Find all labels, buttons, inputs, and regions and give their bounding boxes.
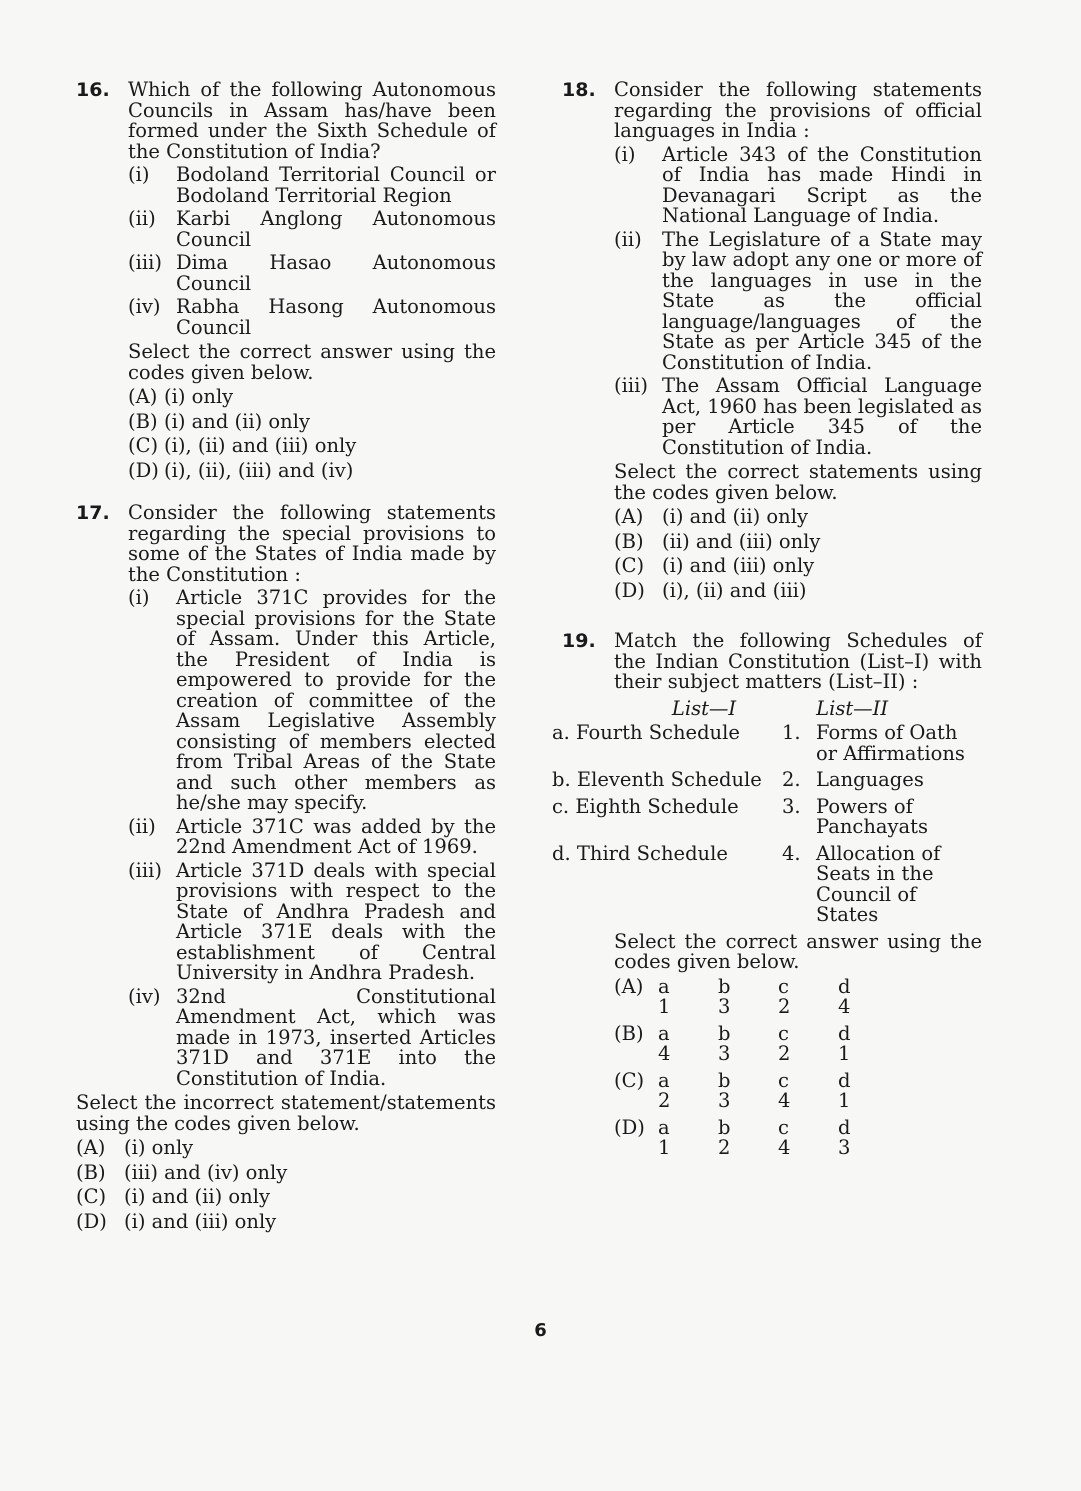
- code-head: b: [718, 1068, 731, 1092]
- right-column: [552, 78, 982, 1165]
- instruction: Select the correct answer using the codes given below.: [128, 340, 496, 384]
- statement-item: [614, 142, 982, 227]
- option-a[interactable]: [614, 974, 982, 1018]
- statement-label: (iii): [614, 374, 648, 397]
- statement-text: Dima Hasao Autonomous Council: [176, 251, 496, 295]
- instruction: Select the incorrect statement/statements using the codes given below.: [76, 1091, 496, 1135]
- statement-label: (ii): [128, 814, 156, 838]
- option-label: (B): [128, 409, 158, 433]
- statement-item: [128, 858, 496, 984]
- left-column: [76, 80, 496, 1236]
- code-head: d: [838, 1115, 851, 1139]
- option-list: [614, 507, 982, 601]
- list-1-item: d. Third Schedule: [552, 841, 728, 865]
- list-1-header: List—I: [671, 696, 737, 720]
- list-2-item: Allocation of Seats in the Council of States: [816, 841, 941, 926]
- option-c[interactable]: [614, 556, 982, 577]
- statement-label: (iv): [128, 984, 161, 1008]
- list-1-item: c. Eighth Schedule: [552, 794, 739, 818]
- option-text: (i), (ii) and (iii) only: [164, 434, 357, 457]
- statement-text: 32nd Constitutional Amendment Act, which was made in 1973, inserted Articles 371D and 371E into the Constitution of India.: [176, 984, 496, 1090]
- code-head: d: [838, 1068, 851, 1092]
- instruction: Select the correct answer using the codes given below.: [614, 929, 982, 973]
- option-label: (B): [76, 1160, 106, 1184]
- code-head: d: [838, 974, 851, 998]
- match-row: [552, 841, 982, 926]
- list-1-item: b. Eleventh Schedule: [552, 768, 762, 791]
- statement-text: Article 371D deals with special provisions with respect to the State of Andhra Pradesh and Article 371E deals with the establishment of Central University in Andhra Pradesh.: [176, 858, 496, 984]
- statement-text: Karbi Anglong Autonomous Council: [176, 207, 496, 251]
- code-value: 1: [838, 1042, 851, 1065]
- statement-list: [128, 165, 496, 338]
- code-head: c: [778, 1068, 789, 1092]
- statement-item: [614, 227, 982, 374]
- statement-item: [128, 165, 496, 206]
- option-label: (A): [614, 974, 644, 998]
- option-label: (B): [614, 529, 644, 553]
- question-number: 19.: [562, 630, 596, 652]
- option-d[interactable]: [614, 1115, 982, 1159]
- list-2-number: 4.: [782, 841, 801, 865]
- code-value: 3: [718, 1089, 731, 1112]
- statement-list: [614, 142, 982, 459]
- statement-item: [128, 588, 496, 814]
- code-head: a: [658, 974, 670, 998]
- option-d[interactable]: [614, 578, 982, 602]
- statement-item: [614, 376, 982, 458]
- match-row: [552, 794, 982, 838]
- question-stem: Match the following Schedules of the Indian Constitution (List–I) with their subject matters (List–II) :: [614, 629, 982, 693]
- statement-text: The Legislature of a State may by law adopt any one or more of the languages in use in the State as the official language/languages of the State as per Article 345 of the Constitution of India.: [662, 227, 982, 374]
- page-number: 6: [534, 1320, 547, 1341]
- list-1-item: a. Fourth Schedule: [552, 721, 740, 744]
- statement-label: (iii): [128, 858, 162, 882]
- code-head: d: [838, 1021, 851, 1045]
- option-c[interactable]: [76, 1187, 496, 1208]
- code-head: a: [658, 1115, 670, 1139]
- option-label: (D): [128, 458, 159, 482]
- option-c[interactable]: [614, 1068, 982, 1112]
- statement-label: (i): [128, 586, 150, 609]
- statement-item: [128, 297, 496, 338]
- option-label: (D): [76, 1209, 107, 1233]
- code-head: c: [778, 974, 789, 998]
- option-b[interactable]: [614, 529, 982, 553]
- statement-item: [128, 209, 496, 250]
- option-c[interactable]: [128, 436, 496, 457]
- question-stem: Consider the following statements regarding the special provisions to some of the States of India made by the Constitution :: [128, 501, 496, 586]
- option-text: (i) and (iii) only: [662, 554, 815, 577]
- code-value: 4: [778, 1136, 791, 1159]
- option-label: (D): [614, 578, 645, 602]
- code-head: c: [778, 1021, 789, 1045]
- option-b[interactable]: [128, 409, 496, 433]
- code-value: 1: [838, 1089, 851, 1112]
- option-label: (C): [76, 1185, 107, 1208]
- list-2-number: 2.: [782, 768, 801, 791]
- option-list: [76, 1138, 496, 1232]
- option-d[interactable]: [128, 458, 496, 482]
- code-value: 2: [658, 1089, 671, 1112]
- code-value: 3: [838, 1136, 851, 1159]
- statement-label: (i): [614, 142, 636, 166]
- option-text: (ii) and (iii) only: [662, 529, 821, 553]
- code-value: 1: [658, 995, 671, 1018]
- list-2-number: 1.: [782, 721, 801, 744]
- option-text: (i) only: [164, 385, 234, 408]
- option-label: (B): [614, 1021, 644, 1045]
- question-number: 18.: [562, 79, 596, 101]
- statement-text: Bodoland Territorial Council or Bodoland Territorial Region: [176, 163, 496, 207]
- option-label: (A): [128, 385, 158, 408]
- list-2-item: Languages: [816, 768, 924, 791]
- code-value: 4: [778, 1089, 791, 1112]
- match-row: [552, 770, 982, 791]
- option-label: (A): [76, 1136, 106, 1159]
- option-text: (i), (ii), (iii) and (iv): [164, 458, 354, 482]
- list-2-header: List—II: [816, 696, 889, 720]
- statement-text: The Assam Official Language Act, 1960 has been legislated as per Article 345 of the Constitution of India.: [662, 374, 982, 459]
- list-headers: [562, 696, 982, 720]
- statement-label: (ii): [614, 227, 642, 251]
- code-head: b: [718, 974, 731, 998]
- code-value: 3: [718, 995, 731, 1018]
- option-list: [128, 387, 496, 481]
- statement-label: (iv): [128, 295, 161, 318]
- option-label: (C): [614, 554, 645, 577]
- code-head: b: [718, 1115, 731, 1139]
- statement-item: [128, 814, 496, 858]
- option-label: (C): [128, 434, 159, 457]
- option-text: (i) only: [124, 1136, 194, 1159]
- statement-item: [128, 253, 496, 294]
- instruction: Select the correct statements using the codes given below.: [614, 460, 982, 504]
- question-19: [552, 629, 982, 1159]
- option-label: (C): [614, 1068, 645, 1092]
- question-16: [76, 80, 496, 481]
- match-row: [552, 723, 982, 764]
- question-18: [562, 80, 982, 601]
- option-text: (iii) and (iv) only: [124, 1160, 288, 1184]
- option-d[interactable]: [76, 1209, 496, 1233]
- list-2-number: 3.: [782, 794, 801, 818]
- statement-text: Rabha Hasong Autonomous Council: [176, 295, 496, 339]
- statement-text: Article 371C provides for the special provisions for the State of Assam. Under this Article, the President of India is empowered to provide for the creation of committee of the Assam Legislative Assembly consisting of members elected from Tribal Areas of the State and such other members as he/she may specify.: [176, 586, 496, 814]
- code-head: b: [718, 1021, 731, 1045]
- statement-text: Article 343 of the Constitution of India has made Hindi in Devanagari Script as the National Language of India.: [662, 142, 982, 227]
- match-table: [552, 723, 982, 926]
- code-value: 1: [658, 1136, 671, 1159]
- code-value: 2: [778, 1042, 791, 1065]
- question-stem: Consider the following statements regarding the provisions of official languages in India :: [614, 78, 982, 142]
- question-number: 16.: [76, 79, 110, 101]
- option-text: (i), (ii) and (iii): [662, 578, 807, 602]
- option-text: (i) and (ii) only: [124, 1185, 270, 1208]
- option-text: (i) and (ii) only: [662, 505, 808, 528]
- question-17: [76, 503, 496, 1232]
- question-stem: Which of the following Autonomous Councils in Assam has/have been formed under the Sixth Schedule of the Constitution of India?: [128, 78, 496, 163]
- option-label: (A): [614, 505, 644, 528]
- question-number: 17.: [76, 502, 110, 524]
- statement-item: [128, 984, 496, 1090]
- statement-label: (iii): [128, 251, 162, 274]
- code-head: c: [778, 1115, 789, 1139]
- code-head: a: [658, 1021, 670, 1045]
- list-2-item: Powers of Panchayats: [816, 794, 929, 838]
- option-b[interactable]: [614, 1021, 982, 1065]
- option-a[interactable]: [614, 507, 982, 528]
- code-value: 2: [778, 995, 791, 1018]
- option-text: (i) and (iii) only: [124, 1209, 277, 1233]
- code-value: 3: [718, 1042, 731, 1065]
- code-value: 4: [838, 995, 851, 1018]
- statement-label: (ii): [128, 207, 156, 230]
- option-text: (i) and (ii) only: [164, 409, 310, 433]
- option-a[interactable]: [76, 1138, 496, 1159]
- statement-text: Article 371C was added by the 22nd Amendment Act of 1969.: [176, 814, 496, 858]
- statement-label: (i): [128, 163, 150, 186]
- answer-codes: [614, 974, 982, 1159]
- code-value: 2: [718, 1136, 731, 1159]
- statement-list: [128, 588, 496, 1089]
- list-2-item: Forms of Oath or Affirmations: [816, 721, 965, 765]
- option-a[interactable]: [128, 387, 496, 408]
- option-b[interactable]: [76, 1160, 496, 1184]
- option-label: (D): [614, 1115, 645, 1139]
- code-head: a: [658, 1068, 670, 1092]
- code-value: 4: [658, 1042, 671, 1065]
